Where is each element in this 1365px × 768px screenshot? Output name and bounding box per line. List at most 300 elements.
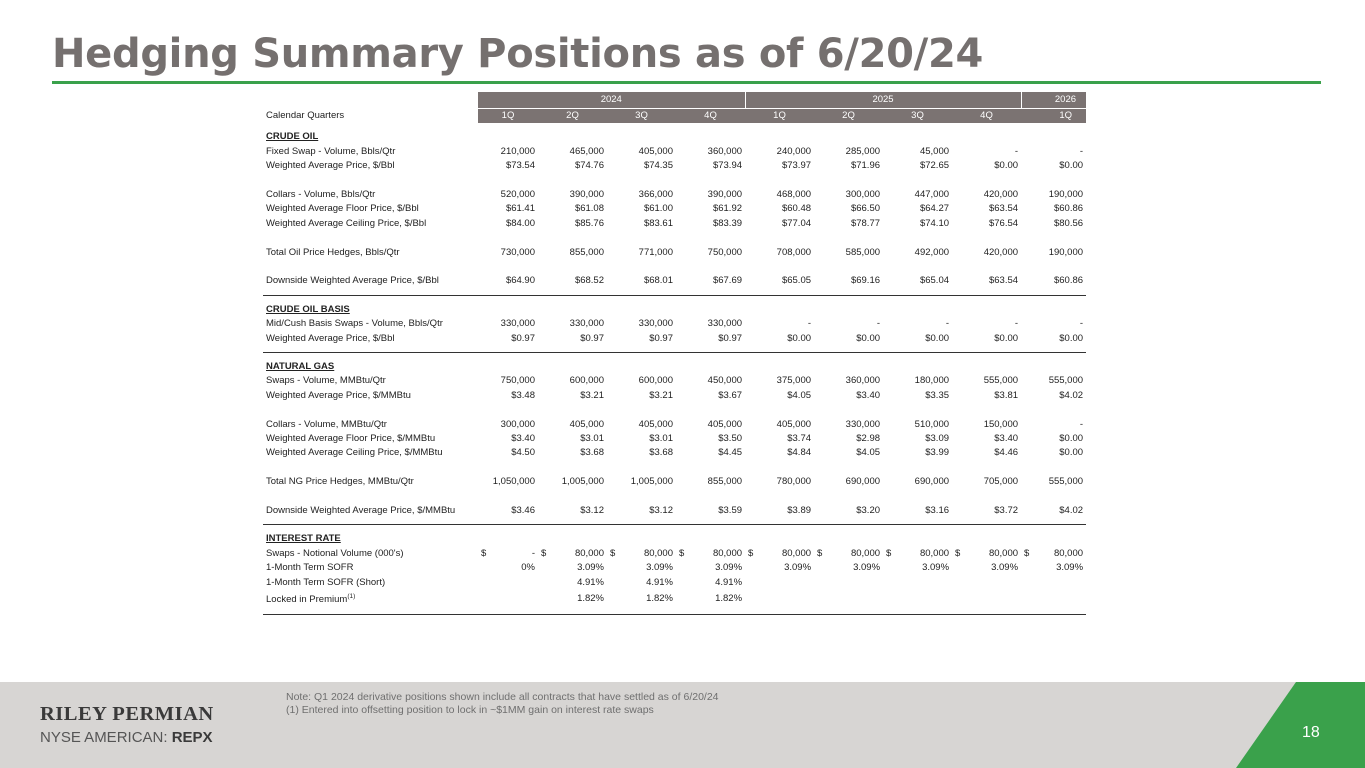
spacer-cell (263, 295, 1086, 303)
table-cell: 600,000 (569, 375, 604, 387)
table-cell: - (945, 318, 950, 330)
table-cell: 3.09% (922, 562, 950, 574)
spacer-cell (263, 525, 1086, 533)
hedging-table (263, 92, 1086, 615)
spacer-cell (263, 490, 1086, 504)
table-cell (1021, 576, 1086, 590)
table-cell: $3.12 (580, 505, 604, 517)
table-cell: 330,000 (500, 318, 535, 330)
quarter-header: 2Q (538, 109, 607, 124)
table-cell (478, 547, 538, 561)
table-cell: 468,000 (776, 189, 812, 201)
table-cell: 405,000 (707, 418, 743, 430)
quarter-header: 3Q (607, 109, 676, 124)
company-logo: RILEY PERMIAN (40, 703, 214, 725)
table-cell: 300,000 (500, 418, 535, 430)
quarter-header: 1Q (745, 109, 814, 124)
table-cell: 330,000 (638, 318, 673, 330)
table-row (263, 188, 1086, 202)
section-header-fill (478, 360, 1086, 374)
cell-value: 80,000 (643, 547, 673, 559)
table-cell: $61.08 (574, 203, 604, 215)
table-cell: 520,000 (500, 189, 535, 201)
currency-cell (481, 547, 535, 561)
table-cell: 180,000 (914, 375, 950, 387)
table-cell: $4.84 (787, 447, 812, 459)
cell-value: 80,000 (1053, 547, 1084, 559)
table-cell (745, 547, 814, 561)
currency-symbol: $ (1024, 547, 1030, 559)
quarter-header: 1Q (1021, 109, 1086, 124)
table-cell: 690,000 (845, 476, 881, 488)
row-label: Fixed Swap - Volume, Bbls/Qtr (266, 145, 396, 157)
table-row (263, 217, 1086, 231)
table-cell: $3.68 (649, 447, 673, 459)
table-cell: $0.97 (649, 332, 673, 344)
table-cell: 420,000 (983, 189, 1019, 201)
section-header: CRUDE OIL (266, 131, 319, 143)
cell-value: 80,000 (988, 547, 1019, 559)
table-cell (538, 547, 607, 561)
table-row (263, 159, 1086, 173)
row-label: 1-Month Term SOFR (266, 562, 354, 574)
table-cell: 330,000 (707, 318, 743, 330)
section-header: NATURAL GAS (266, 361, 335, 373)
table-cell (883, 590, 952, 608)
row-label: Weighted Average Ceiling Price, $/Bbl (266, 217, 427, 229)
currency-cell (1024, 547, 1083, 561)
table-cell: 420,000 (983, 246, 1019, 258)
table-cell: 585,000 (845, 246, 881, 258)
row-label: Swaps - Notional Volume (000's) (266, 547, 404, 559)
table-cell (478, 590, 538, 608)
table-cell: $63.54 (988, 275, 1019, 287)
table-cell: 300,000 (845, 189, 881, 201)
table-cell: $4.05 (787, 389, 812, 401)
divider-cell (263, 608, 1086, 615)
section-header: CRUDE OIL BASIS (266, 303, 350, 315)
table-cell (883, 547, 952, 561)
table-cell: 1.82% (715, 592, 743, 604)
section-header: INTEREST RATE (266, 533, 341, 545)
table-cell: 855,000 (707, 476, 743, 488)
table-cell: $3.21 (649, 389, 673, 401)
table-cell: 492,000 (914, 246, 950, 258)
table-cell: 190,000 (1048, 189, 1084, 201)
spacer-row (263, 525, 1086, 533)
table-row (263, 332, 1086, 346)
table-cell: $3.40 (994, 433, 1019, 445)
table-cell: 390,000 (569, 189, 604, 201)
table-cell: 3.09% (577, 562, 604, 574)
table-cell: $68.01 (643, 275, 673, 287)
table-cell: $3.12 (649, 505, 673, 517)
table-cell: 190,000 (1048, 246, 1084, 258)
table-cell: 450,000 (707, 375, 743, 387)
table-cell: $3.48 (511, 389, 535, 401)
table-cell: $73.54 (505, 160, 535, 172)
footnote-marker: (1) (347, 593, 356, 601)
table-cell: - (807, 318, 812, 330)
table-cell: - (1079, 418, 1084, 430)
quarter-header-row (263, 109, 1086, 124)
table-cell: $4.50 (511, 447, 535, 459)
table-cell: $80.56 (1053, 217, 1084, 229)
currency-symbol: $ (610, 547, 616, 559)
table-row (263, 561, 1086, 575)
row-label: Mid/Cush Basis Swaps - Volume, Bbls/Qtr (266, 318, 443, 330)
table-cell: 855,000 (569, 246, 604, 258)
table-cell: 405,000 (776, 418, 812, 430)
table-cell: 750,000 (707, 246, 743, 258)
year-2026-header: 2026 (1021, 92, 1086, 109)
row-label: Downside Weighted Average Price, $/MMBtu (266, 505, 456, 517)
table-cell: $4.46 (994, 447, 1019, 459)
table-row (263, 475, 1086, 489)
cell-value: - (531, 547, 535, 559)
row-label: Total Oil Price Hedges, Bbls/Qtr (266, 246, 400, 258)
table-cell: $3.50 (718, 433, 743, 445)
table-cell (676, 547, 745, 561)
table-cell: 210,000 (500, 145, 535, 157)
table-row (263, 504, 1086, 518)
table-cell: $78.77 (850, 217, 881, 229)
table-cell: 405,000 (569, 418, 604, 430)
table-cell: $69.16 (850, 275, 881, 287)
table-cell (745, 590, 814, 608)
row-label: Weighted Average Price, $/Bbl (266, 160, 395, 172)
spacer-cell (263, 353, 1086, 361)
spacer-cell (263, 123, 1086, 130)
table-cell: $68.52 (574, 275, 604, 287)
table-cell: $72.65 (919, 160, 950, 172)
table-cell: $4.05 (856, 447, 881, 459)
row-label (263, 590, 478, 608)
table-cell: $3.35 (925, 389, 950, 401)
currency-symbol: $ (679, 547, 685, 559)
table-cell: 360,000 (845, 375, 881, 387)
quarter-header: 4Q (676, 109, 745, 124)
table-cell: $64.90 (505, 275, 535, 287)
table-cell: 1.82% (577, 592, 604, 604)
table-cell: 3.09% (784, 562, 812, 574)
quarter-header: 3Q (883, 109, 952, 124)
table-cell: $3.81 (994, 389, 1019, 401)
table-cell: $3.46 (511, 505, 535, 517)
currency-symbol: $ (541, 547, 547, 559)
table-cell: 555,000 (1048, 375, 1084, 387)
table-cell: $67.69 (712, 275, 743, 287)
table-cell: $0.00 (1059, 160, 1084, 172)
table-cell: $4.02 (1059, 389, 1084, 401)
table-cell (745, 576, 814, 590)
currency-symbol: $ (886, 547, 892, 559)
section-header-row (263, 303, 1086, 317)
row-label: Weighted Average Floor Price, $/MMBtu (266, 433, 436, 445)
table-cell: $4.45 (718, 447, 743, 459)
cell-value: 80,000 (712, 547, 743, 559)
section-divider (263, 608, 1086, 615)
table-cell: 3.09% (991, 562, 1019, 574)
currency-cell (679, 547, 742, 561)
section-header-fill (478, 303, 1086, 317)
table-cell: 1,005,000 (630, 476, 673, 488)
currency-cell (955, 547, 1018, 561)
spacer-row (263, 461, 1086, 475)
row-label: Downside Weighted Average Price, $/Bbl (266, 275, 439, 287)
table-cell: $3.09 (925, 433, 950, 445)
table-cell: $0.00 (994, 160, 1019, 172)
table-cell: $2.98 (856, 433, 881, 445)
spacer-row (263, 260, 1086, 274)
table-cell: $66.50 (850, 203, 881, 215)
table-cell: 240,000 (776, 145, 812, 157)
table-cell: $3.21 (580, 389, 604, 401)
table-cell: - (876, 318, 881, 330)
title-divider (52, 81, 1321, 84)
table-cell: 45,000 (919, 145, 950, 157)
spacer-row (263, 174, 1086, 188)
table-cell: $0.00 (787, 332, 812, 344)
currency-cell (610, 547, 673, 561)
cell-value: 80,000 (919, 547, 950, 559)
table-cell: $65.04 (919, 275, 950, 287)
table-cell: $0.97 (580, 332, 604, 344)
row-label: Weighted Average Floor Price, $/Bbl (266, 203, 419, 215)
table-cell: $71.96 (850, 160, 881, 172)
table-cell: 330,000 (845, 418, 881, 430)
table-cell (814, 576, 883, 590)
table-cell: 555,000 (1048, 476, 1084, 488)
table-cell: 3.09% (646, 562, 673, 574)
table-cell: - (1079, 145, 1084, 157)
table-cell: $61.41 (505, 203, 535, 215)
table-cell: $3.74 (787, 433, 812, 445)
table-row (263, 317, 1086, 331)
spacer-row (263, 353, 1086, 361)
table-cell: $73.97 (781, 160, 812, 172)
spacer-cell (263, 403, 1086, 417)
year-2025-header: 2025 (745, 92, 1021, 109)
row-label: Weighted Average Price, $/Bbl (266, 332, 395, 344)
table-cell: - (1014, 145, 1019, 157)
table-cell: $0.97 (718, 332, 743, 344)
cell-value: 80,000 (781, 547, 812, 559)
table-row (263, 418, 1086, 432)
table-cell (952, 547, 1021, 561)
table-cell: 730,000 (500, 246, 535, 258)
table-row (263, 432, 1086, 446)
table-cell: $60.48 (781, 203, 812, 215)
table-cell: $3.99 (925, 447, 950, 459)
table-cell: 375,000 (776, 375, 812, 387)
table-cell: $64.27 (919, 203, 950, 215)
table-cell: 0% (521, 562, 535, 574)
table-cell: $74.10 (919, 217, 950, 229)
table-cell: $77.04 (781, 217, 812, 229)
table-cell: $0.00 (994, 332, 1019, 344)
table-cell: $60.86 (1053, 203, 1084, 215)
page-number: 18 (1302, 724, 1320, 741)
table-cell: $61.00 (643, 203, 673, 215)
table-cell: 1,050,000 (492, 476, 535, 488)
table-cell: $3.01 (580, 433, 604, 445)
year-header-blank (263, 92, 478, 109)
currency-symbol: $ (481, 547, 487, 559)
table-cell: $65.05 (781, 275, 812, 287)
table-cell: $3.40 (856, 389, 881, 401)
table-cell: $83.61 (643, 217, 673, 229)
spacer-row (263, 490, 1086, 504)
row-label: Collars - Volume, Bbls/Qtr (266, 189, 376, 201)
table-cell: 708,000 (776, 246, 812, 258)
table-row (263, 576, 1086, 590)
table-cell: 4.91% (715, 576, 743, 588)
calendar-quarters-label: Calendar Quarters (266, 109, 345, 121)
table-cell (814, 547, 883, 561)
table-row (263, 202, 1086, 216)
currency-cell (886, 547, 949, 561)
table-cell: $3.67 (718, 389, 743, 401)
table-row (263, 374, 1086, 388)
year-header-row (263, 92, 1086, 109)
table-cell: $3.40 (511, 433, 535, 445)
table-cell: $3.20 (856, 505, 881, 517)
page-title: Hedging Summary Positions as of 6/20/24 (52, 31, 984, 77)
currency-cell (817, 547, 880, 561)
table-cell: 690,000 (914, 476, 950, 488)
table-row (263, 547, 1086, 561)
currency-cell (541, 547, 604, 561)
table-cell (952, 590, 1021, 608)
quarter-header: 2Q (814, 109, 883, 124)
spacer-cell (263, 461, 1086, 475)
spacer-cell (263, 260, 1086, 274)
table-cell (814, 590, 883, 608)
table-cell: 3.09% (1056, 562, 1084, 574)
row-label: Collars - Volume, MMBtu/Qtr (266, 418, 387, 430)
table-cell: $63.54 (988, 203, 1019, 215)
table-cell: 705,000 (983, 476, 1019, 488)
table-cell: 285,000 (845, 145, 881, 157)
table-cell: $73.94 (712, 160, 743, 172)
row-label: Total NG Price Hedges, MMBtu/Qtr (266, 476, 414, 488)
table-cell (883, 576, 952, 590)
quarter-header: 1Q (478, 109, 538, 124)
table-cell: - (1014, 318, 1019, 330)
table-cell: 555,000 (983, 375, 1019, 387)
row-label: Weighted Average Price, $/MMBtu (266, 389, 411, 401)
green-corner-shape (1236, 682, 1365, 768)
table-cell: 3.09% (715, 562, 743, 574)
table-cell: $60.86 (1053, 275, 1084, 287)
table-cell (607, 547, 676, 561)
table-cell: $0.00 (1059, 447, 1084, 459)
table-row (263, 446, 1086, 460)
table-cell: 3.09% (853, 562, 881, 574)
table-cell: $84.00 (505, 217, 535, 229)
row-label-text: Locked in Premium (266, 594, 348, 606)
table-cell: 405,000 (638, 145, 673, 157)
spacer-cell (263, 174, 1086, 188)
spacer-row (263, 403, 1086, 417)
section-header-row (263, 130, 1086, 144)
year-2024-header: 2024 (478, 92, 745, 109)
currency-symbol: $ (748, 547, 754, 559)
table-cell: $0.00 (1059, 332, 1084, 344)
spacer-row (263, 123, 1086, 130)
table-cell (952, 576, 1021, 590)
cell-value: 80,000 (574, 547, 604, 559)
table-cell (1021, 547, 1086, 561)
table-cell: $3.68 (580, 447, 604, 459)
table-cell: 330,000 (569, 318, 604, 330)
table-cell: $61.92 (712, 203, 743, 215)
table-cell: 1.82% (646, 592, 673, 604)
table-cell: 366,000 (638, 189, 673, 201)
table-cell: 150,000 (983, 418, 1019, 430)
table-cell: 465,000 (569, 145, 604, 157)
table-row (263, 389, 1086, 403)
spacer-cell (263, 231, 1086, 245)
table-cell: $0.00 (856, 332, 881, 344)
table-cell (478, 576, 538, 590)
table-cell: - (1079, 318, 1084, 330)
cell-value: 80,000 (850, 547, 881, 559)
table-cell: $3.16 (925, 505, 950, 517)
table-cell: 4.91% (577, 576, 604, 588)
row-label: 1-Month Term SOFR (Short) (266, 576, 386, 588)
table-cell: 750,000 (500, 375, 535, 387)
currency-cell (748, 547, 811, 561)
quarter-header: 4Q (952, 109, 1021, 124)
table-cell (1021, 590, 1086, 608)
row-label: Weighted Average Ceiling Price, $/MMBtu (266, 447, 443, 459)
table-cell: $0.00 (1059, 433, 1084, 445)
table-cell: 600,000 (638, 375, 673, 387)
table-cell: $85.76 (574, 217, 604, 229)
table-cell: $3.01 (649, 433, 673, 445)
table-row (263, 145, 1086, 159)
table-cell: $3.89 (787, 505, 812, 517)
exchange-ticker: NYSE AMERICAN: REPX (40, 729, 213, 746)
table-cell: 780,000 (776, 476, 812, 488)
footnotes (286, 691, 719, 717)
section-header-fill (478, 130, 1086, 144)
footnote-note: Note: Q1 2024 derivative positions shown include all contracts that have settled as of 6/20/24 (286, 691, 719, 703)
table-cell: $83.39 (712, 217, 743, 229)
table-cell: 4.91% (646, 576, 673, 588)
table-cell: $4.02 (1059, 505, 1084, 517)
section-header-fill (478, 532, 1086, 546)
table-cell: 405,000 (638, 418, 673, 430)
section-header-row (263, 360, 1086, 374)
table-cell: 360,000 (707, 145, 743, 157)
table-cell: $3.59 (718, 505, 743, 517)
spacer-row (263, 231, 1086, 245)
currency-symbol: $ (955, 547, 961, 559)
table-cell: 447,000 (914, 189, 950, 201)
spacer-row (263, 295, 1086, 303)
table-row (263, 274, 1086, 288)
table-cell: $0.00 (925, 332, 950, 344)
table-row (263, 246, 1086, 260)
footnote-1: (1) Entered into offsetting position to lock in ~$1MM gain on interest rate swaps (286, 704, 654, 716)
table-cell: 390,000 (707, 189, 743, 201)
table-cell: $3.72 (994, 505, 1019, 517)
section-header-row (263, 532, 1086, 546)
row-label: Swaps - Volume, MMBtu/Qtr (266, 375, 386, 387)
